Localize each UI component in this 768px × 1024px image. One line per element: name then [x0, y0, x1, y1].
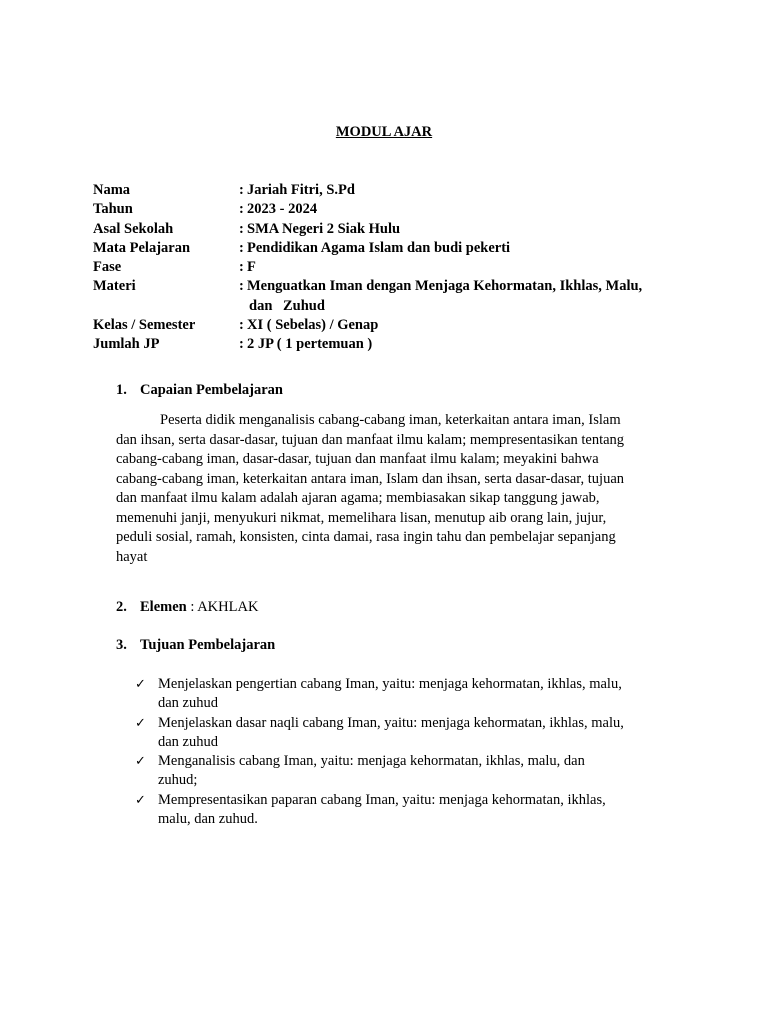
paragraph-line: cabang-cabang iman, dasar-dasar, tujuan dan manfaat ilmu kalam; meyakini bahwa: [116, 451, 599, 467]
info-row-kelas-semester: [93, 316, 693, 335]
list-item-line: Mempresentasikan paparan cabang Iman, yaitu: menjaga kehormatan, ikhlas,: [158, 791, 606, 808]
info-value: XI ( Sebelas) / Genap: [247, 317, 379, 334]
info-value: SMA Negeri 2 Siak Hulu: [247, 220, 401, 237]
list-item: [135, 752, 675, 791]
checkmark-icon: ✓: [135, 754, 146, 770]
info-value: F: [247, 259, 256, 276]
colon: :: [239, 201, 244, 218]
section-number: 1.: [116, 382, 127, 398]
colon: :: [239, 239, 244, 256]
section-title: Tujuan Pembelajaran: [140, 637, 276, 653]
info-value-continuation: dan Zuhud: [249, 297, 325, 314]
info-row-mata-pelajaran: [93, 239, 693, 258]
list-item-line: dan zuhud: [158, 695, 218, 712]
colon: :: [239, 220, 244, 237]
section-number: 2.: [116, 599, 127, 615]
checkmark-icon: ✓: [135, 677, 146, 692]
info-value: Jariah Fitri, S.Pd: [247, 182, 355, 198]
section-title: Capaian Pembelajaran: [140, 382, 283, 398]
section-capaian-heading: [116, 381, 676, 400]
section-elemen: [116, 598, 676, 617]
paragraph-line: hayat: [116, 548, 148, 565]
info-label: Mata Pelajaran: [93, 239, 191, 256]
colon: :: [239, 317, 244, 334]
info-row-nama: [93, 181, 693, 200]
info-value-line: Menguatkan Iman dengan Menjaga Kehormatan, Ikhlas, Malu,: [247, 278, 643, 295]
paragraph-line: cabang-cabang iman, keterkaitan antara iman, Islam dan ihsan, serta dasar-dasar, tujuan: [116, 470, 625, 487]
list-item-line: dan zuhud: [158, 733, 218, 750]
info-label: Materi: [93, 278, 136, 295]
colon: :: [239, 278, 244, 295]
info-value: Pendidikan Agama Islam dan budi pekerti: [247, 239, 511, 256]
info-label: Fase: [93, 259, 122, 276]
list-item: [135, 675, 675, 714]
info-label: Nama: [93, 182, 131, 198]
page-title: MODUL AJAR: [335, 124, 433, 140]
info-label: Jumlah JP: [93, 336, 160, 353]
info-label: Asal Sekolah: [93, 220, 174, 237]
checkmark-icon: ✓: [135, 715, 146, 731]
info-row-fase: [93, 258, 693, 277]
paragraph-line: Peserta didik menganalisis cabang-cabang iman, keterkaitan antara iman, Islam: [160, 412, 621, 428]
colon: :: [239, 259, 244, 276]
info-row-asal-sekolah: [93, 220, 693, 239]
info-label: Kelas / Semester: [93, 317, 196, 334]
paragraph-line: peduli sosial, ramah, konsisten, cinta damai, rasa ingin tahu dan pembelajar sepanjang: [116, 529, 616, 545]
paragraph-line: dan ihsan, serta dasar-dasar, tujuan dan manfaat ilmu kalam; mempresentasikan tentang: [116, 431, 625, 448]
list-item: [135, 791, 675, 830]
info-row-tahun: [93, 200, 693, 219]
info-value: [247, 277, 693, 316]
colon: :: [239, 182, 244, 198]
list-item: [135, 714, 675, 753]
info-row-jumlah-jp: [93, 335, 693, 354]
paragraph-line: memenuhi janji, menyukuri nikmat, memelihara lisan, menutup aib orang lain, jujur,: [116, 509, 607, 526]
info-value: 2 JP ( 1 pertemuan ): [247, 336, 373, 353]
list-item-line: Menjelaskan pengertian cabang Iman, yaitu: menjaga kehormatan, ikhlas, malu,: [158, 676, 622, 692]
identity-table: [93, 181, 693, 355]
checkmark-icon: ✓: [135, 792, 146, 808]
capaian-paragraph: [116, 411, 662, 567]
section-title: Elemen: [140, 599, 187, 615]
list-item-line: Menjelaskan dasar naqli cabang Iman, yaitu: menjaga kehormatan, ikhlas, malu,: [158, 714, 624, 731]
info-label: Tahun: [93, 201, 133, 218]
info-value: 2023 - 2024: [247, 201, 318, 218]
colon: :: [239, 336, 244, 353]
list-item-line: zuhud;: [158, 772, 198, 789]
section-number: 3.: [116, 637, 127, 653]
tujuan-list: [135, 675, 675, 829]
elemen-value: : AKHLAK: [186, 599, 259, 615]
section-tujuan-heading: [116, 636, 676, 655]
list-item-line: Menganalisis cabang Iman, yaitu: menjaga kehormatan, ikhlas, malu, dan: [158, 753, 585, 770]
paragraph-line: dan manfaat ilmu kalam adalah ajaran agama; membiasakan sikap tanggung jawab,: [116, 490, 600, 506]
list-item-line: malu, dan zuhud.: [158, 811, 258, 828]
info-row-materi: [93, 277, 693, 316]
